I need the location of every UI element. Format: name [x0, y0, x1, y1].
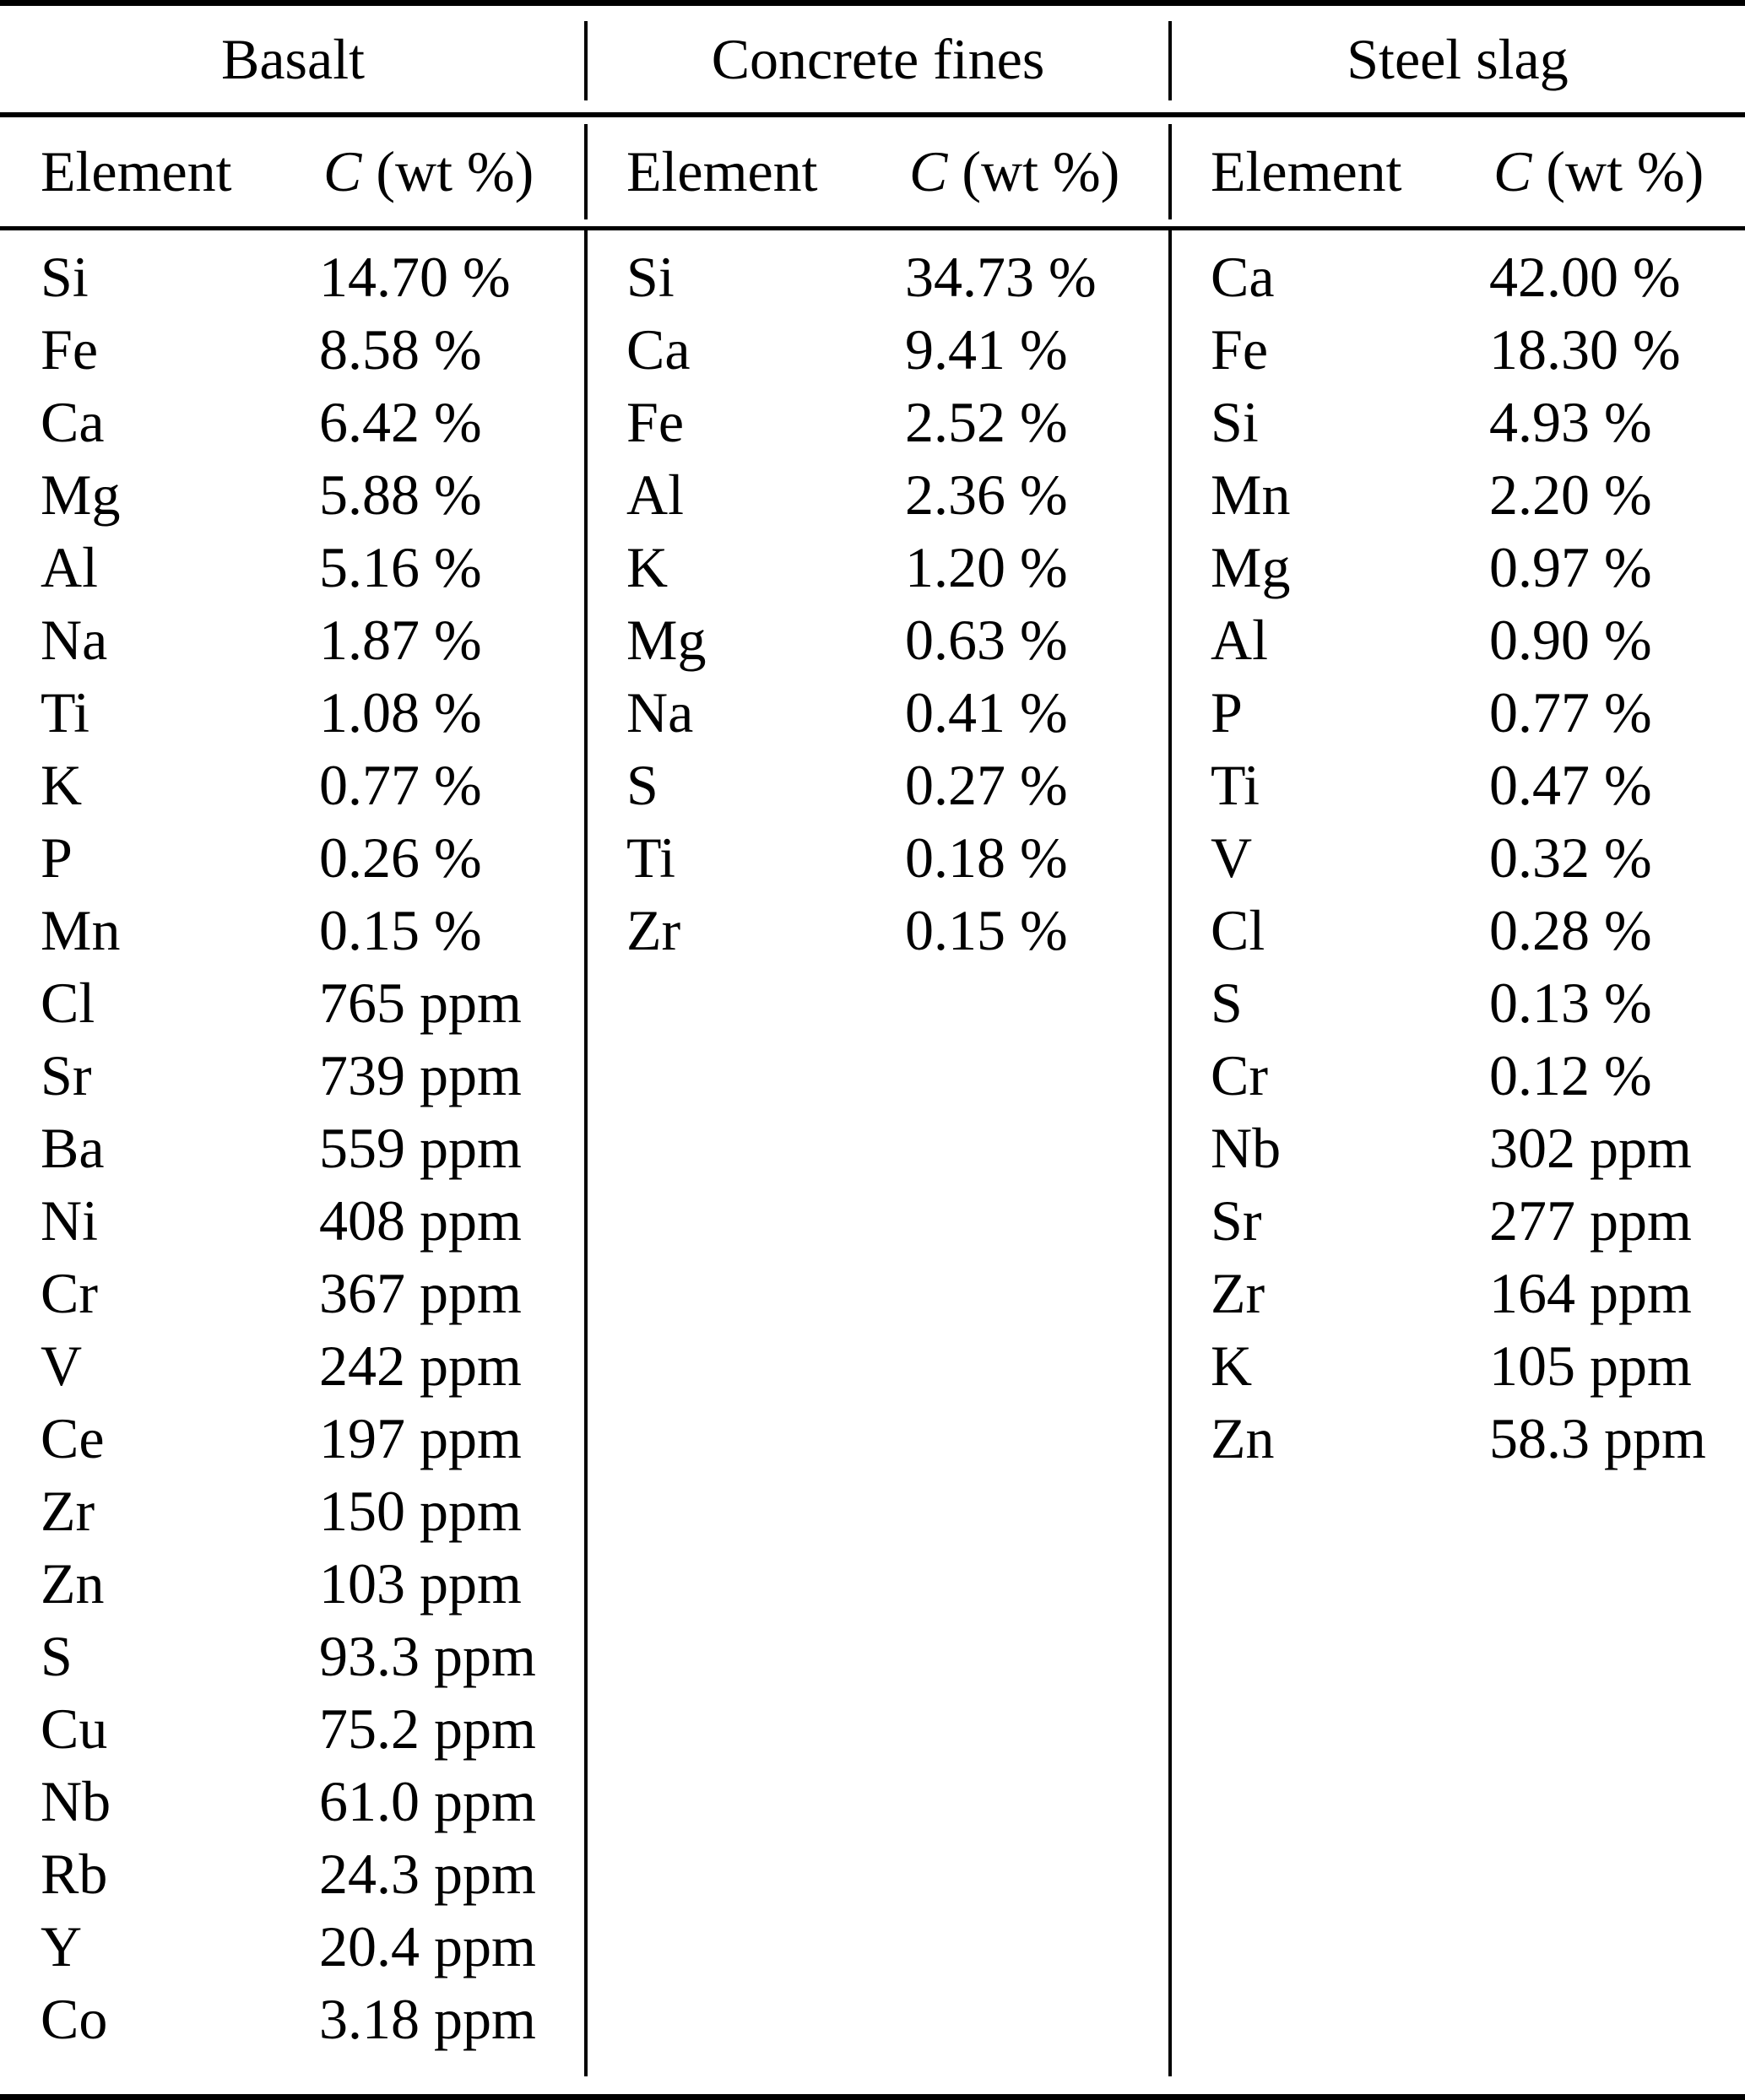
value-cell: 367 ppm: [319, 1261, 522, 1325]
element-cell: Si: [41, 245, 89, 309]
value-cell: 0.32 %: [1489, 825, 1652, 890]
value-cell: 2.20 %: [1489, 463, 1652, 527]
value-cell: 0.15 %: [905, 898, 1068, 962]
element-cell: K: [1211, 1334, 1253, 1398]
element-cell: Nb: [41, 1769, 111, 1833]
table-row: [1170, 1184, 1745, 1257]
element-cell: Al: [1211, 608, 1268, 672]
value-cell: 0.47 %: [1489, 753, 1652, 817]
table-row: [1170, 966, 1745, 1039]
table-row: [0, 1620, 586, 1692]
value-cell: 14.70 %: [319, 245, 511, 309]
element-cell: P: [41, 825, 73, 890]
concentration-unit: (wt %): [962, 139, 1120, 203]
value-cell: 18.30 %: [1489, 317, 1681, 382]
element-cell: Si: [626, 245, 675, 309]
value-cell: 61.0 ppm: [319, 1769, 536, 1833]
group-body-steel-slag: [1170, 230, 1745, 2094]
element-cell: P: [1211, 680, 1243, 744]
element-cell: Al: [626, 463, 684, 527]
table-row: [586, 531, 1170, 603]
table-row: [0, 676, 586, 749]
element-cell: Fe: [41, 317, 98, 382]
value-cell: 277 ppm: [1489, 1188, 1692, 1253]
element-cell: Si: [1211, 390, 1259, 454]
table-row: [0, 1112, 586, 1184]
table-row: [0, 1402, 586, 1475]
value-cell: 0.15 %: [319, 898, 482, 962]
concentration-column-header: [1493, 117, 1745, 226]
value-cell: 0.63 %: [905, 608, 1068, 672]
table-row: [0, 458, 586, 531]
table-row: [1170, 1402, 1745, 1475]
table-row: [1170, 1112, 1745, 1184]
element-cell: V: [41, 1334, 83, 1398]
header-group-concrete-fines: [586, 117, 1170, 226]
group-title-concrete-fines: Concrete fines: [586, 6, 1170, 112]
element-cell: Rb: [41, 1842, 108, 1906]
element-cell: Al: [41, 535, 98, 599]
element-cell: S: [41, 1624, 73, 1688]
element-cell: Ti: [626, 825, 676, 890]
table-row: [0, 966, 586, 1039]
value-cell: 6.42 %: [319, 390, 482, 454]
concentration-column-header: [323, 117, 586, 226]
value-cell: 739 ppm: [319, 1043, 522, 1107]
value-cell: 5.16 %: [319, 535, 482, 599]
group-title-basalt: Basalt: [221, 27, 365, 91]
group-title-steel-slag: Steel slag: [1170, 6, 1745, 112]
element-cell: Zr: [41, 1479, 95, 1543]
table-row: [586, 894, 1170, 966]
element-cell: Mg: [41, 463, 121, 527]
value-cell: 765 ppm: [319, 971, 522, 1035]
element-cell: Ti: [1211, 753, 1260, 817]
table-row: [586, 313, 1170, 386]
value-cell: 2.52 %: [905, 390, 1068, 454]
element-cell: Sr: [1211, 1188, 1262, 1253]
table-row: [1170, 241, 1745, 313]
table-row: [586, 821, 1170, 894]
table-row: [0, 241, 586, 313]
value-cell: 1.20 %: [905, 535, 1068, 599]
element-cell: Nb: [1211, 1116, 1282, 1180]
group-body-basalt: [0, 230, 586, 2094]
table-row: [586, 241, 1170, 313]
value-cell: 197 ppm: [319, 1406, 522, 1470]
table-row: [0, 1765, 586, 1838]
table-row: [586, 676, 1170, 749]
table-row: [0, 1983, 586, 2055]
table-row: [0, 1910, 586, 1983]
table-row: [1170, 458, 1745, 531]
value-cell: 75.2 ppm: [319, 1697, 536, 1761]
element-cell: Ti: [41, 680, 90, 744]
header-group-steel-slag: [1170, 117, 1745, 226]
value-cell: 0.28 %: [1489, 898, 1652, 962]
element-cell: Na: [626, 680, 694, 744]
table-row: [0, 603, 586, 676]
table-row: [586, 749, 1170, 821]
element-cell: K: [41, 753, 83, 817]
concentration-symbol: C: [323, 139, 362, 203]
value-cell: 0.26 %: [319, 825, 482, 890]
table-row: [0, 386, 586, 458]
element-cell: Ni: [41, 1188, 98, 1253]
value-cell: 5.88 %: [319, 463, 482, 527]
element-cell: Ca: [1211, 245, 1275, 309]
value-cell: 103 ppm: [319, 1551, 522, 1616]
element-cell: Co: [41, 1987, 108, 2051]
value-cell: 0.90 %: [1489, 608, 1652, 672]
element-cell: Ca: [41, 390, 105, 454]
value-cell: 0.13 %: [1489, 971, 1652, 1035]
value-cell: 42.00 %: [1489, 245, 1681, 309]
element-cell: S: [1211, 971, 1243, 1035]
table-row: [1170, 676, 1745, 749]
value-cell: 0.12 %: [1489, 1043, 1652, 1107]
concentration-symbol: C: [1493, 139, 1532, 203]
element-cell: Na: [41, 608, 108, 672]
element-cell: Zr: [1211, 1261, 1265, 1325]
value-cell: 0.27 %: [905, 753, 1068, 817]
group-body-concrete-fines: [586, 230, 1170, 2094]
table-row: [1170, 1329, 1745, 1402]
element-cell: Mg: [626, 608, 707, 672]
element-cell: Mn: [41, 898, 121, 962]
value-cell: 3.18 ppm: [319, 1987, 536, 2051]
value-cell: 242 ppm: [319, 1334, 522, 1398]
table-row: [1170, 603, 1745, 676]
concentration-column-header: [909, 117, 1170, 226]
value-cell: 34.73 %: [905, 245, 1097, 309]
element-cell: Fe: [626, 390, 684, 454]
value-cell: 0.77 %: [319, 753, 482, 817]
value-cell: 0.18 %: [905, 825, 1068, 890]
value-cell: 105 ppm: [1489, 1334, 1692, 1398]
table-row: [0, 749, 586, 821]
element-cell: S: [626, 753, 658, 817]
value-cell: 0.97 %: [1489, 535, 1652, 599]
element-cell: Sr: [41, 1043, 92, 1107]
table-row: [0, 1257, 586, 1329]
element-cell: Zn: [41, 1551, 105, 1616]
value-cell: 408 ppm: [319, 1188, 522, 1253]
element-column-header: Element: [41, 139, 232, 203]
value-cell: 302 ppm: [1489, 1116, 1692, 1180]
table-row: [0, 1838, 586, 1910]
value-cell: 8.58 %: [319, 317, 482, 382]
element-cell: Ba: [41, 1116, 105, 1180]
element-cell: Cu: [41, 1697, 108, 1761]
value-cell: 2.36 %: [905, 463, 1068, 527]
value-cell: 93.3 ppm: [319, 1624, 536, 1688]
element-cell: Y: [41, 1914, 83, 1978]
table-row: [586, 458, 1170, 531]
concentration-symbol: C: [909, 139, 948, 203]
value-cell: 9.41 %: [905, 317, 1068, 382]
value-cell: 0.41 %: [905, 680, 1068, 744]
element-cell: Ce: [41, 1406, 105, 1470]
table-row: [0, 1329, 586, 1402]
element-cell: Fe: [1211, 317, 1268, 382]
group-titles-row: [0, 6, 1745, 112]
header-group-basalt: [0, 117, 586, 226]
table-row: [1170, 386, 1745, 458]
element-cell: Cl: [1211, 898, 1265, 962]
column-headers-row: [0, 117, 1745, 226]
element-column-header: Element: [626, 139, 818, 203]
value-cell: 4.93 %: [1489, 390, 1652, 454]
concentration-unit: (wt %): [1546, 139, 1704, 203]
table-row: [1170, 894, 1745, 966]
table-row: [0, 1184, 586, 1257]
element-cell: Mn: [1211, 463, 1291, 527]
element-cell: Zn: [1211, 1406, 1275, 1470]
concentration-unit: (wt %): [376, 139, 534, 203]
value-cell: 1.08 %: [319, 680, 482, 744]
element-cell: Cr: [1211, 1043, 1268, 1107]
table-row: [0, 1039, 586, 1112]
table-body: [0, 230, 1745, 2094]
table-row: [586, 386, 1170, 458]
value-cell: 150 ppm: [319, 1479, 522, 1543]
table-row: [0, 313, 586, 386]
element-cell: K: [626, 535, 669, 599]
table-row: [1170, 821, 1745, 894]
element-cell: Mg: [1211, 535, 1291, 599]
element-cell: V: [1211, 825, 1253, 890]
table-row: [1170, 1039, 1745, 1112]
table-row: [0, 1475, 586, 1547]
value-cell: 0.77 %: [1489, 680, 1652, 744]
table-row: [1170, 749, 1745, 821]
table-row: [0, 531, 586, 603]
table-row: [0, 894, 586, 966]
table-row: [0, 821, 586, 894]
value-cell: 1.87 %: [319, 608, 482, 672]
table-row: [586, 603, 1170, 676]
table-row: [1170, 313, 1745, 386]
element-cell: Cr: [41, 1261, 98, 1325]
table-row: [0, 1547, 586, 1620]
value-cell: 559 ppm: [319, 1116, 522, 1180]
element-cell: Zr: [626, 898, 681, 962]
value-cell: 164 ppm: [1489, 1261, 1692, 1325]
value-cell: 24.3 ppm: [319, 1842, 536, 1906]
value-cell: 20.4 ppm: [319, 1914, 536, 1978]
element-cell: Cl: [41, 971, 95, 1035]
value-cell: 58.3 ppm: [1489, 1406, 1706, 1470]
table-row: [0, 1692, 586, 1765]
table-row: [1170, 1257, 1745, 1329]
element-column-header: Element: [1211, 139, 1402, 203]
table-row: [1170, 531, 1745, 603]
element-cell: Ca: [626, 317, 691, 382]
